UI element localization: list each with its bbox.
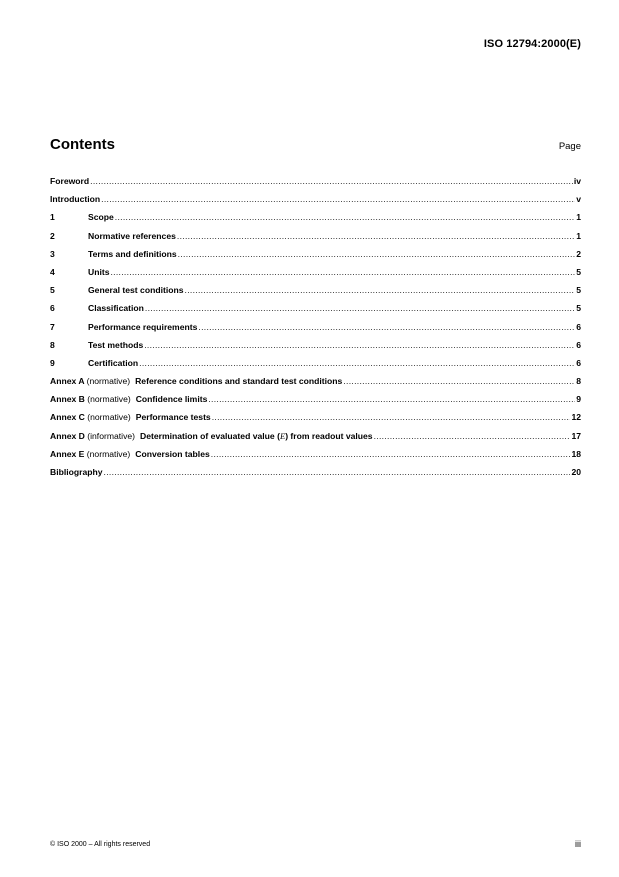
toc-entry-clause-9[interactable] [50,358,581,376]
toc-entry-title: Test methods [88,339,144,350]
toc-entry-page: 12 [571,412,581,423]
clause-number: 4 [50,266,55,277]
toc-entry-title: Confidence limits [135,394,208,405]
title-part: ) from readout values [285,430,373,441]
dot-leader [374,431,571,441]
annex-label: Annex B [50,394,85,405]
toc-entry-page: 17 [571,430,581,441]
toc-entry-title: Foreword [50,176,90,186]
clause-number: 7 [50,321,55,332]
dot-leader [101,194,575,204]
annex-label: Annex C [50,412,85,423]
dot-leader [198,322,575,332]
dot-leader [208,394,575,404]
dot-leader [343,376,575,386]
toc-entry-annex-b[interactable] [50,394,581,412]
toc-entry-page: 9 [576,394,581,405]
toc-entry-page: 18 [571,448,581,459]
page-number: iii [575,839,581,849]
clause-number: 6 [50,303,55,314]
toc-entry-page: 5 [576,266,581,277]
annex-type: (normative) [87,412,131,423]
clause-number: 8 [50,339,55,350]
toc-entry-clause-6[interactable] [50,303,581,321]
annex-prefix [50,394,131,404]
toc-entry-clause-3[interactable] [50,249,581,267]
dot-leader [178,249,576,259]
annex-type: (normative) [87,394,131,405]
toc-entry-page: 2 [576,248,581,259]
clause-number: 9 [50,357,55,368]
annex-type: (normative) [86,448,131,459]
contents-heading: Contents [50,136,115,153]
toc-entry-title: Classification [88,303,144,314]
toc-entry-title: Reference conditions and standard test conditions [135,376,343,387]
copyright-notice: © ISO 2000 – All rights reserved [50,841,151,848]
toc-entry-clause-1[interactable] [50,212,581,230]
toc-entry-clause-8[interactable] [50,340,581,358]
toc-entry-title: Terms and definitions [88,248,177,259]
toc-entry-title: Scope [88,212,114,223]
annex-prefix [50,431,135,441]
toc-entry-page: 5 [576,285,581,296]
toc-entry-page: 5 [576,303,581,314]
dot-leader [185,285,576,295]
title-part: Determination of evaluated value ( [140,430,280,441]
clause-number: 1 [50,212,55,223]
toc-entry-page: 6 [576,339,581,350]
toc-entry-title: Conversion tables [135,448,210,459]
annex-prefix [50,376,130,386]
toc-entry-title: General test conditions [88,285,184,296]
variable-e: E [279,430,286,441]
toc-entry-title [140,431,373,441]
table-of-contents [50,176,581,485]
annex-label: Annex E [50,448,85,459]
toc-entry-title: Units [88,266,110,277]
toc-entry-page: 8 [576,376,581,387]
toc-entry-introduction[interactable] [50,194,581,212]
page-column-label: Page [558,141,581,152]
toc-entry-annex-d[interactable] [50,431,581,449]
clause-number: 2 [50,230,55,241]
toc-entry-foreword[interactable] [50,176,581,194]
toc-entry-page: 1 [576,230,581,241]
document-id: ISO 12794:2000(E) [483,38,581,50]
toc-entry-page: 6 [576,357,581,368]
annex-label: Annex D [50,430,85,441]
toc-entry-page: 1 [576,212,581,223]
toc-entry-page: 6 [576,321,581,332]
toc-entry-title: Performance tests [135,412,211,423]
toc-entry-clause-7[interactable] [50,322,581,340]
toc-entry-title: Introduction [50,194,101,205]
toc-entry-annex-a[interactable] [50,376,581,394]
toc-entry-annex-c[interactable] [50,412,581,430]
annex-type: (informative) [87,430,136,441]
dot-leader [144,340,575,350]
dot-leader [104,467,571,477]
dot-leader [212,412,571,422]
dot-leader [115,212,575,222]
annex-label: Annex A [50,376,85,387]
toc-entry-page: 20 [571,467,581,477]
annex-prefix [50,449,130,459]
toc-entry-page: iv [573,176,581,186]
toc-entry-clause-5[interactable] [50,285,581,303]
toc-entry-annex-e[interactable] [50,449,581,467]
toc-entry-title: Certification [88,357,139,368]
dot-leader [90,176,573,186]
toc-entry-title: Bibliography [50,467,103,477]
annex-prefix [50,412,131,422]
clause-number: 5 [50,285,55,296]
toc-entry-title: Performance requirements [88,321,198,332]
dot-leader [110,267,575,277]
toc-entry-page: v [576,194,581,205]
dot-leader [145,303,575,313]
dot-leader [177,231,575,241]
annex-type: (normative) [86,376,131,387]
toc-entry-clause-2[interactable] [50,231,581,249]
dot-leader [139,358,575,368]
toc-entry-bibliography[interactable] [50,467,581,485]
toc-entry-title: Normative references [88,230,176,241]
dot-leader [211,449,571,459]
clause-number: 3 [50,248,55,259]
toc-entry-clause-4[interactable] [50,267,581,285]
